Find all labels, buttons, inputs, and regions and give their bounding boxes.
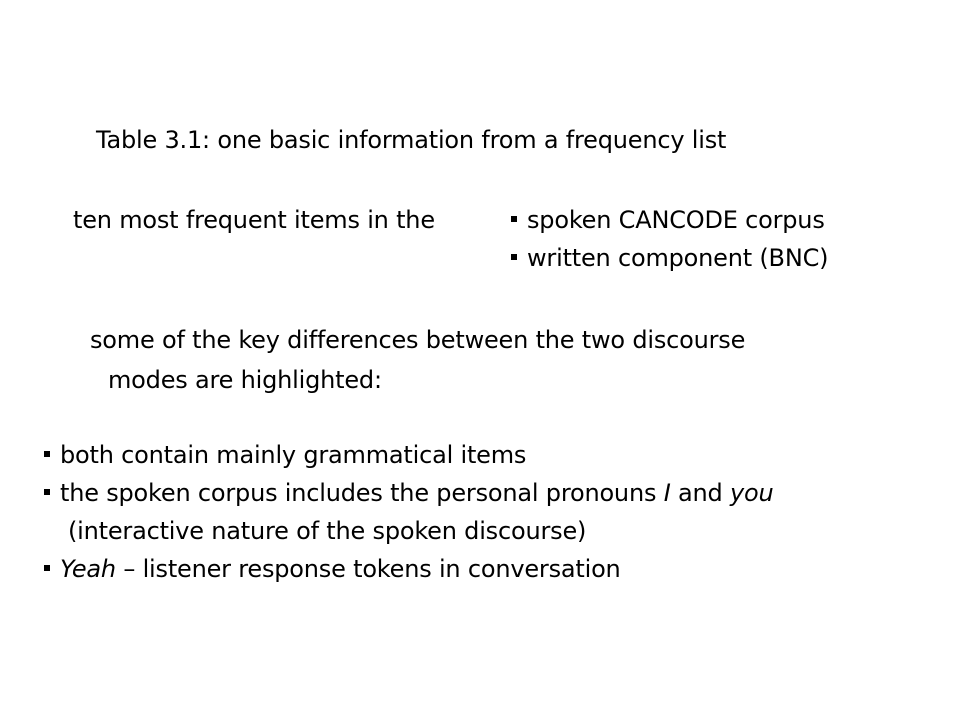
point-text-and: and (670, 479, 731, 507)
point-text: both contain mainly grammatical items (60, 441, 527, 469)
corpus-item-spoken (511, 205, 825, 235)
pronoun-i: I (663, 479, 671, 507)
corpus-item-label: spoken CANCODE corpus (527, 206, 825, 234)
point-text: the spoken corpus includes the personal pronouns (60, 479, 664, 507)
differences-line-2: modes are highlighted: (108, 366, 382, 394)
point-yeah (44, 554, 621, 584)
point-pronouns (44, 478, 774, 508)
corpus-intro: ten most frequent items in the (73, 206, 435, 234)
square-bullet-icon (44, 489, 50, 495)
square-bullet-icon (511, 216, 517, 222)
point-grammatical (44, 440, 526, 470)
point-text: – listener response tokens in conversation (115, 555, 621, 583)
corpus-item-written (511, 243, 828, 273)
differences-line-1: some of the key differences between the two discourse (90, 326, 746, 354)
square-bullet-icon (511, 254, 517, 260)
slide-title: Table 3.1: one basic information from a frequency list (96, 126, 727, 154)
square-bullet-icon (44, 565, 50, 571)
square-bullet-icon (44, 451, 50, 457)
point-pronouns-continuation: (interactive nature of the spoken discourse) (68, 517, 587, 545)
corpus-item-label: written component (BNC) (527, 244, 829, 272)
pronoun-you: you (730, 479, 774, 507)
word-yeah: Yeah (60, 555, 116, 583)
